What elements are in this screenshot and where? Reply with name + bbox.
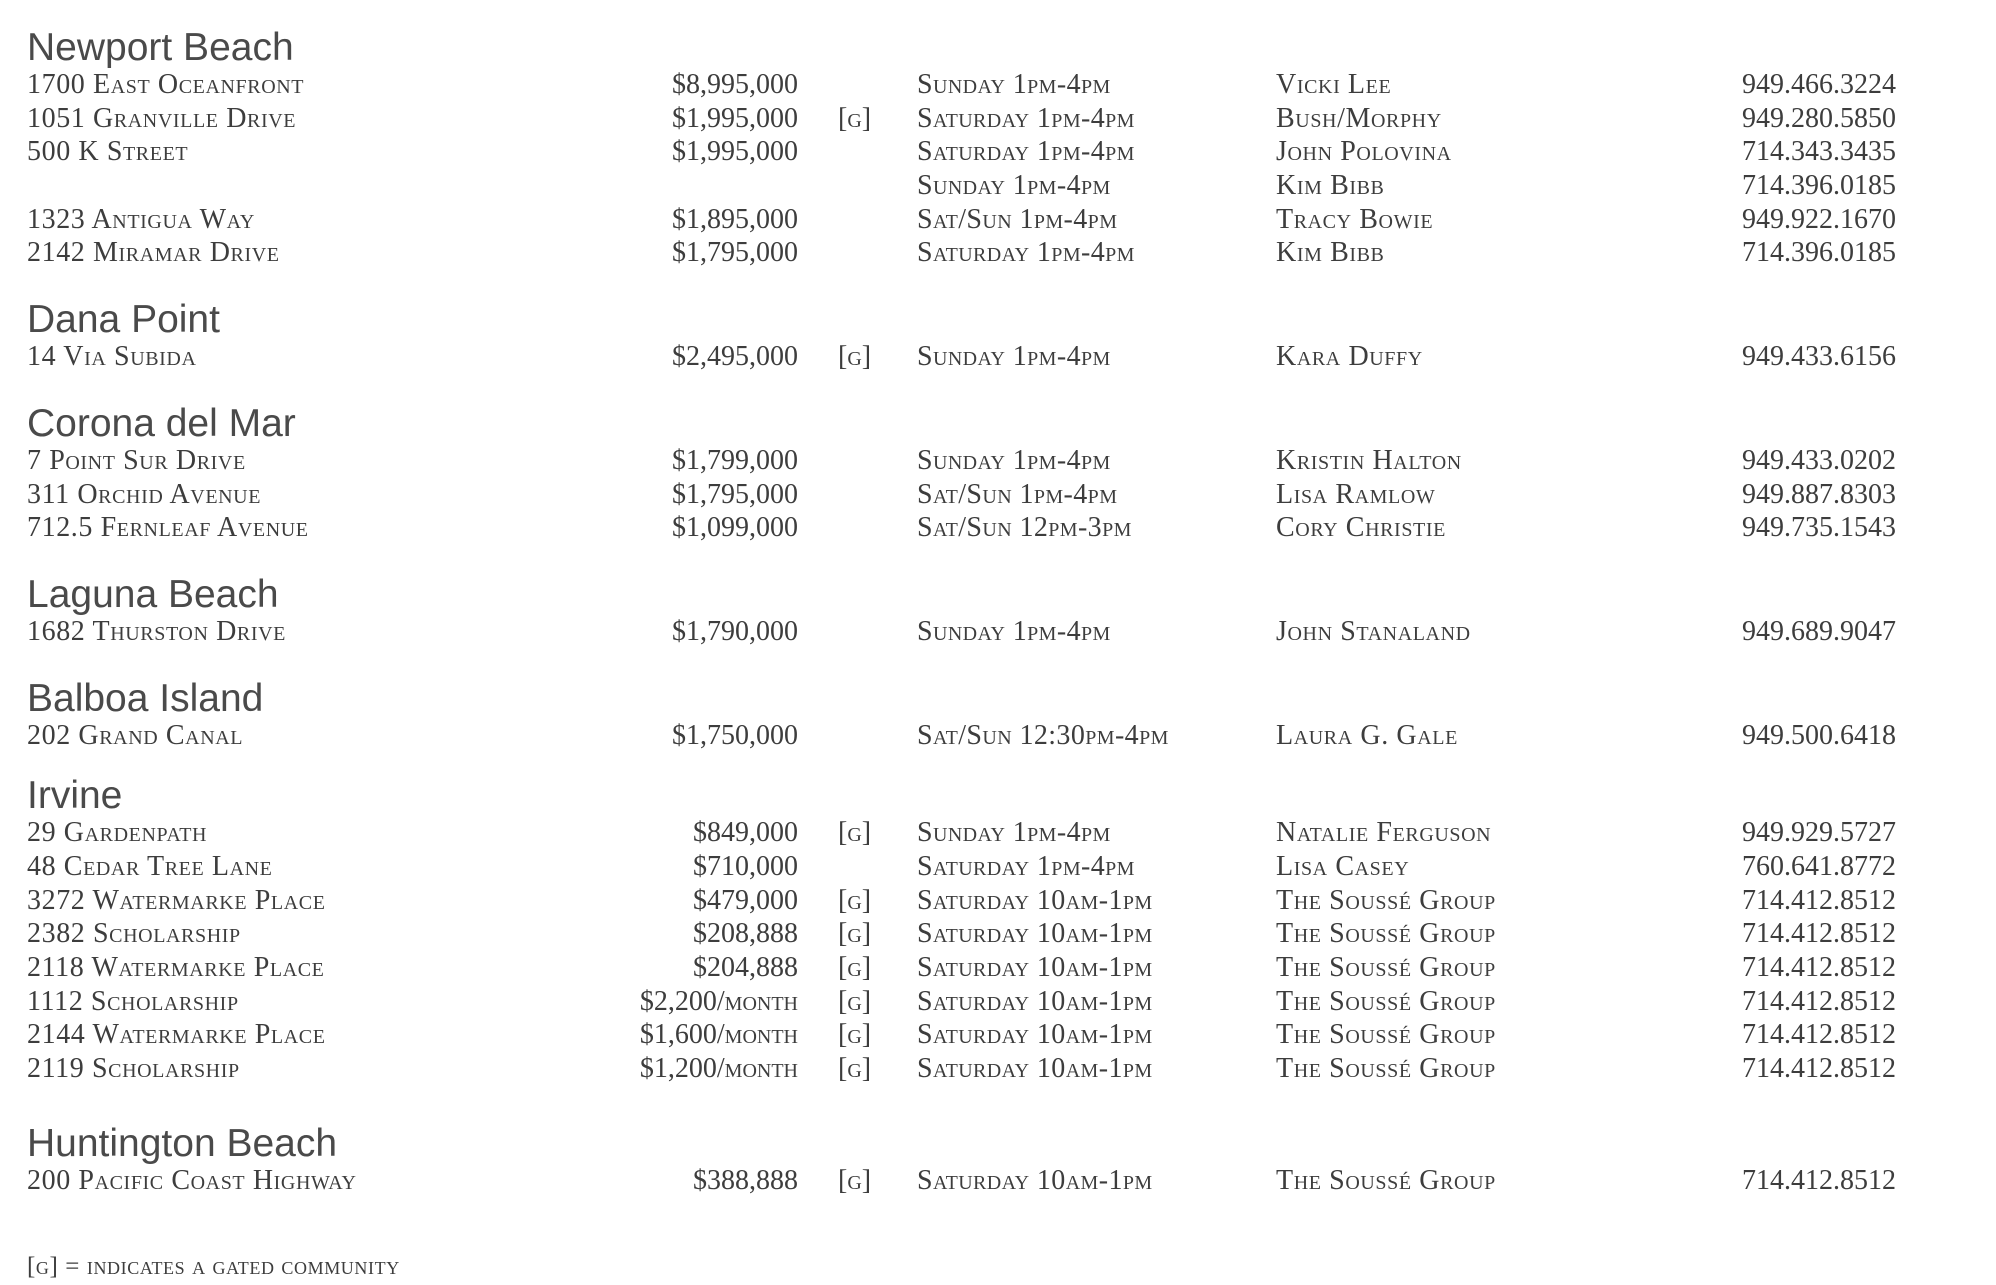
listing-row	[27, 478, 1927, 512]
listing-row	[27, 816, 1927, 850]
open-house-time: Saturday 1pm-4pm	[917, 136, 1135, 168]
agent-name: The Soussé Group	[1276, 1053, 1496, 1085]
gated-marker: [g]	[838, 952, 872, 983]
agent-name: The Soussé Group	[1276, 884, 1496, 916]
gated-marker: [g]	[838, 341, 872, 373]
open-house-time: Sunday 1pm-4pm	[917, 341, 1111, 373]
section-huntington-beach	[27, 1114, 1927, 1198]
address: 1700 East Oceanfront	[27, 69, 305, 100]
agent-phone: 949.466.3224	[1742, 69, 1896, 100]
listing-row	[27, 917, 1927, 951]
price: $1,600/month	[639, 1019, 798, 1051]
listing-row	[27, 236, 1927, 270]
open-house-time: Sunday 1pm-4pm	[917, 170, 1111, 202]
address: 200 Pacific Coast Highway	[27, 1164, 357, 1196]
agent-phone: 949.735.1543	[1742, 512, 1896, 544]
listing-row	[27, 615, 1927, 649]
agent-phone: 949.433.0202	[1742, 444, 1896, 476]
agent-name: Kim Bibb	[1276, 237, 1385, 269]
agent-phone: 714.412.8512	[1742, 952, 1896, 983]
agent-name: Natalie Ferguson	[1276, 817, 1492, 849]
address: 14 Via Subida	[27, 341, 197, 373]
price: $849,000	[693, 817, 798, 849]
open-house-time: Saturday 10am-1pm	[917, 1019, 1153, 1051]
city-heading: Laguna Beach	[27, 572, 279, 616]
agent-phone: 714.396.0185	[1742, 170, 1896, 202]
agent-phone: 714.412.8512	[1742, 1053, 1896, 1085]
address: 2142 Miramar Drive	[27, 237, 280, 269]
price: $479,000	[693, 884, 798, 916]
price: $1,099,000	[672, 512, 798, 544]
listing-row	[27, 68, 1927, 102]
city-heading: Newport Beach	[27, 26, 294, 69]
agent-phone: 949.887.8303	[1742, 478, 1896, 510]
open-house-time: Sunday 1pm-4pm	[917, 444, 1111, 476]
gated-marker: [g]	[838, 1019, 872, 1051]
city-heading: Irvine	[27, 774, 123, 818]
gated-community-footnote: [g] = indicates a gated community	[27, 1253, 400, 1280]
agent-phone: 760.641.8772	[1742, 850, 1896, 882]
agent-name: Laura G. Gale	[1276, 719, 1458, 751]
price: $204,888	[693, 952, 798, 983]
address: 1112 Scholarship	[27, 985, 239, 1017]
listing-row	[27, 884, 1927, 918]
agent-name: Kristin Halton	[1276, 444, 1462, 476]
listing-row	[27, 340, 1927, 374]
address: 29 Gardenpath	[27, 817, 208, 849]
section-laguna-beach	[27, 565, 1927, 649]
price: $1,995,000	[672, 136, 798, 168]
open-house-time: Saturday 10am-1pm	[917, 985, 1153, 1017]
agent-phone: 714.412.8512	[1742, 1164, 1896, 1196]
gated-marker: [g]	[838, 985, 872, 1017]
price: $2,200/month	[639, 985, 798, 1017]
open-house-time: Sunday 1pm-4pm	[917, 69, 1111, 100]
agent-phone: 949.689.9047	[1742, 615, 1896, 647]
listing-row	[27, 1018, 1927, 1052]
agent-name: Kim Bibb	[1276, 170, 1385, 202]
city-heading: Balboa Island	[27, 676, 264, 720]
section-balboa-island	[27, 669, 1927, 753]
agent-name: Cory Christie	[1276, 512, 1446, 544]
open-house-time: Saturday 10am-1pm	[917, 952, 1153, 983]
agent-name: The Soussé Group	[1276, 1164, 1496, 1196]
agent-name: Tracy Bowie	[1276, 203, 1434, 235]
agent-phone: 714.412.8512	[1742, 918, 1896, 950]
open-house-time: Saturday 10am-1pm	[917, 918, 1153, 950]
open-house-time: Saturday 1pm-4pm	[917, 237, 1135, 269]
agent-name: Kara Duffy	[1276, 341, 1423, 373]
agent-phone: 949.433.6156	[1742, 341, 1896, 373]
address: 2382 Scholarship	[27, 918, 241, 950]
price: $1,895,000	[672, 203, 798, 235]
open-house-time: Saturday 1pm-4pm	[917, 102, 1135, 134]
section-irvine	[27, 766, 1927, 1086]
price: $1,795,000	[672, 478, 798, 510]
price: $1,750,000	[672, 719, 798, 751]
gated-marker: [g]	[838, 1164, 872, 1196]
listing-row	[27, 511, 1927, 545]
listing-row	[27, 444, 1927, 478]
open-house-time: Saturday 10am-1pm	[917, 884, 1153, 916]
gated-marker: [g]	[838, 884, 872, 916]
listing-row	[27, 719, 1927, 753]
gated-marker: [g]	[838, 102, 872, 134]
agent-phone: 949.929.5727	[1742, 817, 1896, 849]
address: 202 Grand Canal	[27, 719, 244, 751]
address: 7 Point Sur Drive	[27, 444, 246, 476]
price: $208,888	[693, 918, 798, 950]
open-house-time: Sunday 1pm-4pm	[917, 817, 1111, 849]
listing-row	[27, 850, 1927, 884]
price: $1,790,000	[672, 615, 798, 647]
price: $710,000	[693, 850, 798, 882]
price: $388,888	[693, 1164, 798, 1196]
section-corona-del-mar	[27, 394, 1927, 545]
open-house-time: Sat/Sun 1pm-4pm	[917, 478, 1118, 510]
listing-row	[27, 1164, 1927, 1198]
agent-phone: 714.412.8512	[1742, 884, 1896, 916]
agent-phone: 714.343.3435	[1742, 136, 1896, 168]
open-house-time: Sat/Sun 12pm-3pm	[917, 512, 1132, 544]
address: 500 K Street	[27, 136, 189, 168]
listing-row	[27, 169, 1927, 203]
gated-marker: [g]	[838, 918, 872, 950]
agent-name: Bush/Morphy	[1276, 102, 1442, 134]
price: $1,799,000	[672, 444, 798, 476]
gated-marker: [g]	[838, 817, 872, 849]
address: 311 Orchid Avenue	[27, 478, 262, 510]
section-newport-beach	[27, 18, 1927, 270]
price: $1,995,000	[672, 102, 798, 134]
address: 2118 Watermarke Place	[27, 952, 325, 983]
open-house-time: Sat/Sun 1pm-4pm	[917, 203, 1118, 235]
open-house-time: Saturday 10am-1pm	[917, 1053, 1153, 1085]
agent-name: John Polovina	[1276, 136, 1452, 168]
address: 712.5 Fernleaf Avenue	[27, 512, 309, 544]
agent-phone: 714.412.8512	[1742, 985, 1896, 1017]
agent-phone: 714.412.8512	[1742, 1019, 1896, 1051]
agent-phone: 949.500.6418	[1742, 719, 1896, 751]
open-house-listings	[27, 18, 1927, 1197]
city-heading: Dana Point	[27, 298, 220, 342]
price: $1,200/month	[639, 1053, 798, 1085]
agent-phone: 949.280.5850	[1742, 102, 1896, 134]
listing-row	[27, 985, 1927, 1019]
address: 1323 Antigua Way	[27, 203, 255, 235]
address: 2144 Watermarke Place	[27, 1019, 326, 1051]
agent-name: The Soussé Group	[1276, 918, 1496, 950]
address: 1051 Granville Drive	[27, 102, 297, 134]
listing-row	[27, 203, 1927, 237]
price: $2,495,000	[672, 341, 798, 373]
price: $1,795,000	[672, 237, 798, 269]
agent-name: Lisa Casey	[1276, 850, 1410, 882]
listing-row	[27, 102, 1927, 136]
open-house-time: Sat/Sun 12:30pm-4pm	[917, 719, 1169, 751]
address: 1682 Thurston Drive	[27, 615, 286, 647]
address: 2119 Scholarship	[27, 1053, 240, 1085]
listing-row	[27, 1052, 1927, 1086]
open-house-time: Sunday 1pm-4pm	[917, 615, 1111, 647]
address: 3272 Watermarke Place	[27, 884, 326, 916]
listing-row	[27, 135, 1927, 169]
gated-marker: [g]	[838, 1053, 872, 1085]
agent-phone: 949.922.1670	[1742, 203, 1896, 235]
agent-phone: 714.396.0185	[1742, 237, 1896, 269]
price: $8,995,000	[672, 69, 798, 100]
city-heading: Huntington Beach	[27, 1121, 338, 1165]
agent-name: Vicki Lee	[1276, 69, 1392, 100]
agent-name: The Soussé Group	[1276, 985, 1496, 1017]
address: 48 Cedar Tree Lane	[27, 850, 273, 882]
city-heading: Corona del Mar	[27, 401, 296, 445]
agent-name: The Soussé Group	[1276, 1019, 1496, 1051]
agent-name: Lisa Ramlow	[1276, 478, 1436, 510]
open-house-time: Saturday 1pm-4pm	[917, 850, 1135, 882]
listing-row	[27, 951, 1927, 985]
agent-name: The Soussé Group	[1276, 952, 1496, 983]
open-house-time: Saturday 10am-1pm	[917, 1164, 1153, 1196]
agent-name: John Stanaland	[1276, 615, 1471, 647]
section-dana-point	[27, 290, 1927, 374]
